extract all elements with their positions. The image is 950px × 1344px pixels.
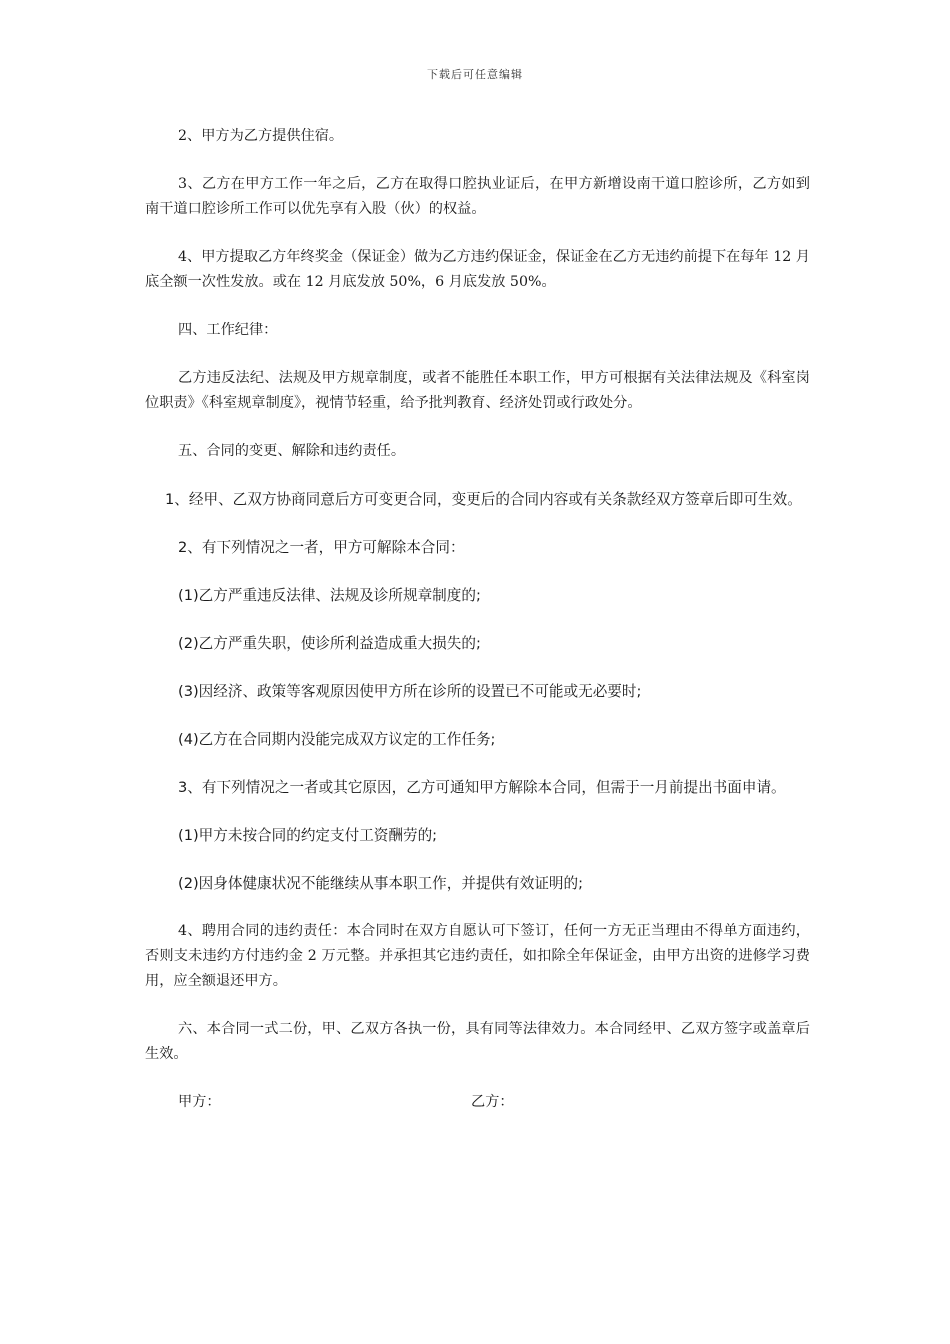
clause-equity-rights: 3、乙方在甲方工作一年之后，乙方在取得口腔执业证后，在甲方新增设南干道口腔诊所，乙方如到南干道口腔诊所工作可以优先享有入股（伙）的权益。: [145, 176, 810, 217]
list-item-tasks: (4)乙方在合同期内没能完成双方议定的工作任务;: [178, 731, 496, 748]
list-item-wages: (1)甲方未按合同的约定支付工资酬劳的;: [178, 827, 438, 844]
clause-party-b-termination: 3、有下列情况之一者或其它原因，乙方可通知甲方解除本合同，但需于一月前提出书面申请。: [178, 779, 786, 796]
section-heading-changes: 五、合同的变更、解除和违约责任。: [178, 443, 406, 459]
list-item-violation: (1)乙方严重违反法律、法规及诊所规章制度的;: [178, 587, 481, 604]
clause-discipline: 乙方违反法纪、法规及甲方规章制度，或者不能胜任本职工作，甲方可根据有关法律法规及《科室岗位职责》《科室规章制度》，视情节轻重，给予批判教育、经济处罚或行政处分。: [145, 370, 810, 411]
contract-body: [145, 124, 810, 1115]
clause-party-a-termination: 2、有下列情况之一者，甲方可解除本合同：: [178, 539, 465, 556]
list-item-policy: (3)因经济、政策等客观原因使甲方所在诊所的设置已不可能或无必要时;: [178, 683, 642, 700]
section-heading-discipline: 四、工作纪律：: [178, 322, 278, 338]
party-b-signature-label: 乙方：: [471, 1094, 514, 1110]
party-a-signature-label: 甲方：: [178, 1094, 221, 1110]
list-item-negligence: (2)乙方严重失职，使诊所利益造成重大损失的;: [178, 635, 481, 652]
clause-accommodation: 2、甲方为乙方提供住宿。: [178, 128, 344, 144]
clause-copies-effect: 六、本合同一式二份，甲、乙双方各执一份，具有同等法律效力。本合同经甲、乙双方签字或盖章后生效。: [145, 1021, 810, 1062]
clause-change-contract: 1、经甲、乙双方协商同意后方可变更合同，变更后的合同内容或有关条款经双方签章后即可生效。: [165, 491, 802, 508]
page-header-note: 下载后可任意编辑: [427, 68, 523, 81]
clause-breach-liability: 4、聘用合同的违约责任：本合同时在双方自愿认可下签订，任何一方无正当理由不得单方面违约，否则支未违约方付违约金 2 万元整。并承担其它违约责任，如扣除全年保证金，由甲方出资的进修学习费用，应全额退还甲方。: [145, 923, 810, 989]
clause-deposit: 4、甲方提取乙方年终奖金（保证金）做为乙方违约保证金，保证金在乙方无违约前提下在每年 12 月底全额一次性发放。或在 12 月底发放 50%，6 月底发放 50%。: [145, 249, 810, 290]
list-item-health: (2)因身体健康状况不能继续从事本职工作，并提供有效证明的;: [178, 875, 584, 892]
signature-row: [145, 1090, 810, 1115]
